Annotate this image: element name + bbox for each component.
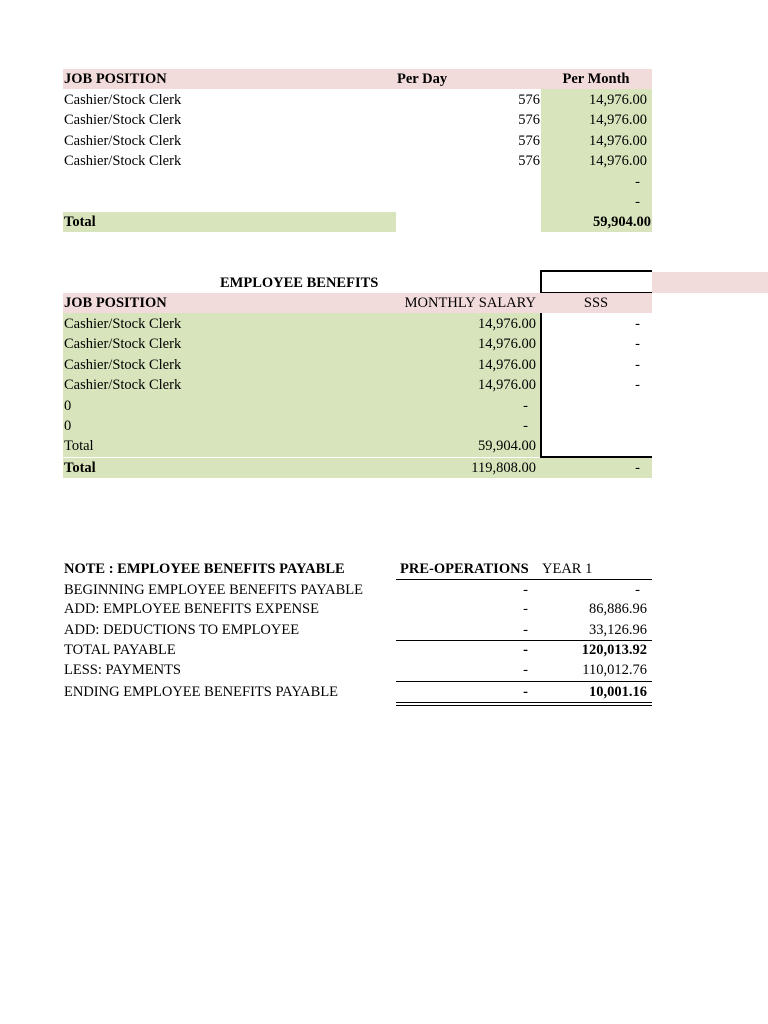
note-row-1-year1: - bbox=[635, 582, 640, 598]
note-row-5-year1: 110,012.76 bbox=[582, 662, 647, 678]
note-row-4-pre: - bbox=[523, 642, 528, 658]
note-row-5-label: LESS: PAYMENTS bbox=[64, 662, 181, 678]
benefits-row-3-salary: 14,976.00 bbox=[478, 357, 536, 373]
benefits-header-monthly-salary: MONTHLY SALARY bbox=[404, 295, 536, 311]
note-row-1-pre: - bbox=[523, 582, 528, 598]
benefits-row-4-sss: - bbox=[635, 377, 640, 393]
salary-header-job-position: JOB POSITION bbox=[64, 71, 167, 87]
benefits-row-3-position: Cashier/Stock Clerk bbox=[64, 357, 182, 373]
salary-row-2-per-day: 576 bbox=[518, 112, 540, 128]
note-row-5-pre: - bbox=[523, 662, 528, 678]
benefits-row-1-position: Cashier/Stock Clerk bbox=[64, 316, 182, 332]
benefits-row-2-salary: 14,976.00 bbox=[478, 336, 536, 352]
note-row-3-label: ADD: DEDUCTIONS TO EMPLOYEE bbox=[64, 622, 300, 638]
benefits-total-label: Total bbox=[64, 460, 96, 476]
salary-total-per-month: 59,904.00 bbox=[593, 214, 651, 230]
salary-header-per-month: Per Month bbox=[562, 71, 630, 87]
note-row-4-year1: 120,013.92 bbox=[581, 642, 647, 658]
salary-total-label: Total bbox=[64, 214, 96, 230]
benefits-title: EMPLOYEE BENEFITS bbox=[220, 275, 379, 291]
benefits-row-4-position: Cashier/Stock Clerk bbox=[64, 377, 182, 393]
benefits-row-5-position: 0 bbox=[64, 398, 72, 414]
salary-row-2-per-month: 14,976.00 bbox=[589, 112, 647, 128]
benefits-box-top-border bbox=[540, 270, 652, 272]
note-row-3-year1: 33,126.96 bbox=[589, 622, 647, 638]
benefits-row-4-salary: 14,976.00 bbox=[478, 377, 536, 393]
note-row-2-label: ADD: EMPLOYEE BENEFITS EXPENSE bbox=[64, 601, 319, 617]
salary-header-per-day: Per Day bbox=[397, 71, 448, 87]
salary-row-3-per-month: 14,976.00 bbox=[589, 133, 647, 149]
note-row-1-label: BEGINNING EMPLOYEE BENEFITS PAYABLE bbox=[64, 582, 364, 598]
benefits-total-salary: 119,808.00 bbox=[471, 460, 536, 476]
benefits-row-2-sss: - bbox=[635, 336, 640, 352]
note-double-underline-1 bbox=[396, 702, 652, 703]
benefits-row-6-salary: - bbox=[523, 418, 528, 434]
note-row-6-pre: - bbox=[523, 684, 528, 700]
note-row-2-year1: 86,886.96 bbox=[589, 601, 647, 617]
salary-row-4-position: Cashier/Stock Clerk bbox=[64, 153, 182, 169]
note-col-year1: YEAR 1 bbox=[542, 561, 593, 577]
benefits-subtotal-salary: 59,904.00 bbox=[478, 438, 536, 454]
note-col-pre-operations: PRE-OPERATIONS bbox=[400, 561, 529, 577]
salary-row-1-per-month: 14,976.00 bbox=[589, 92, 647, 108]
benefits-subtotal-label: Total bbox=[64, 438, 94, 454]
benefits-row-1-salary: 14,976.00 bbox=[478, 316, 536, 332]
benefits-row-5-salary: - bbox=[523, 398, 528, 414]
note-row-2-pre: - bbox=[523, 601, 528, 617]
note-row-4-label: TOTAL PAYABLE bbox=[64, 642, 176, 658]
benefits-row-3-sss: - bbox=[635, 357, 640, 373]
salary-row-2-position: Cashier/Stock Clerk bbox=[64, 112, 182, 128]
salary-row-6-per-month: - bbox=[635, 194, 640, 210]
note-double-underline-2 bbox=[396, 705, 652, 706]
salary-row-5-per-month: - bbox=[635, 174, 640, 190]
salary-row-1-per-day: 576 bbox=[518, 92, 540, 108]
benefits-total-sss: - bbox=[635, 460, 640, 476]
note-row-6-year1: 10,001.16 bbox=[589, 684, 647, 700]
benefits-row-2-position: Cashier/Stock Clerk bbox=[64, 336, 182, 352]
benefits-header-job-position: JOB POSITION bbox=[64, 295, 167, 311]
benefits-row-1-sss: - bbox=[635, 316, 640, 332]
salary-total-label-bg bbox=[63, 212, 396, 232]
note-title: NOTE : EMPLOYEE BENEFITS PAYABLE bbox=[64, 561, 345, 577]
benefits-header-sss: SSS bbox=[583, 295, 609, 311]
benefits-row-6-position: 0 bbox=[64, 418, 72, 434]
benefits-header-strip bbox=[652, 272, 768, 293]
note-row-6-label: ENDING EMPLOYEE BENEFITS PAYABLE bbox=[64, 684, 339, 700]
note-row-3-pre: - bbox=[523, 622, 528, 638]
salary-row-4-per-month: 14,976.00 bbox=[589, 153, 647, 169]
salary-row-4-per-day: 576 bbox=[518, 153, 540, 169]
salary-row-3-per-day: 576 bbox=[518, 133, 540, 149]
salary-row-3-position: Cashier/Stock Clerk bbox=[64, 133, 182, 149]
salary-row-1-position: Cashier/Stock Clerk bbox=[64, 92, 182, 108]
